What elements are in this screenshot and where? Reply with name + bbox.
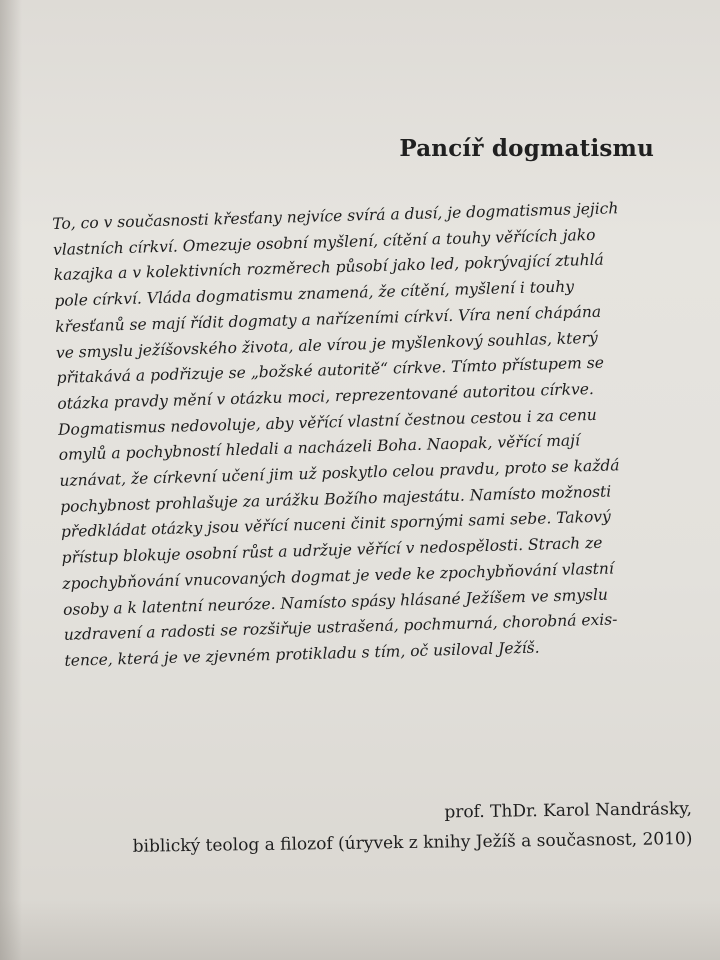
body-line: uznávat, že církevní učení jim už poskytlo celou pravdu, proto se každá: [59, 456, 620, 490]
body-line: uzdravení a radosti se rozšiřuje ustrašená, pochmurná, chorobná exis-: [63, 610, 618, 645]
body-line: omylů a pochybností hledali a nacházeli Boha. Naopak, věřící mají: [58, 431, 581, 465]
author-name: prof. ThDr. Karol Nandrásky,: [444, 798, 693, 823]
body-line: pochybnost prohlašuje za urážku Božího majestátu. Namísto možnosti: [59, 482, 612, 516]
chapter-title: Pancíř dogmatismu: [399, 135, 654, 162]
body-line: zpochybňování vnucovaných dogmat je vede ke zpochybňování vlastní: [62, 559, 615, 593]
body-line: křesťanů se mají řídit dogmaty a nařízeními církví. Víra není chápána: [54, 302, 602, 336]
body-line: přístup blokuje osobní růst a udržuje věřící v nedospělosti. Strach ze: [61, 533, 603, 568]
body-line: tence, která je ve zjevném protikladu s tím, oč usiloval Ježíš.: [64, 638, 540, 670]
body-line: To, co v současnosti křesťany nejvíce svírá a dusí, je dogmatismus jejich: [52, 199, 619, 233]
body-text: [52, 194, 705, 674]
body-line: otázka pravdy mění v otázku moci, reprezentované autoritou církve.: [57, 379, 595, 413]
author-description: biblický teolog a filozof (úryvek z knihy Ježíš a současnost, 2010): [132, 828, 693, 857]
body-line: osoby a k latentní neuróze. Namísto spásy hlásané Ježíšem ve smyslu: [62, 585, 609, 619]
page-bottom-shadow: [0, 900, 720, 960]
body-line: přitakává a podřizuje se „božské autoritě“ církve. Tímto přístupem se: [56, 353, 605, 388]
body-line: pole církví. Vláda dogmatismu znamená, že cítění, myšlení i touhy: [54, 277, 575, 311]
body-line: vlastních církví. Omezuje osobní myšlení, cítění a touhy věřících jako: [52, 225, 596, 259]
body-line: kazajka a v kolektivních rozměrech působí jako led, pokrývající ztuhlá: [53, 251, 605, 285]
page-fold-shadow: [0, 0, 22, 960]
body-line: ve smyslu ježíšovského života, ale vírou je myšlenkový souhlas, který: [55, 328, 598, 362]
body-line: Dogmatismus nedovoluje, aby věřící vlastní čestnou cestou i za cenu: [57, 405, 598, 439]
body-line: předkládat otázky jsou věřící nuceni činit spornými sami sebe. Takový: [60, 507, 612, 542]
attribution: [132, 794, 693, 862]
